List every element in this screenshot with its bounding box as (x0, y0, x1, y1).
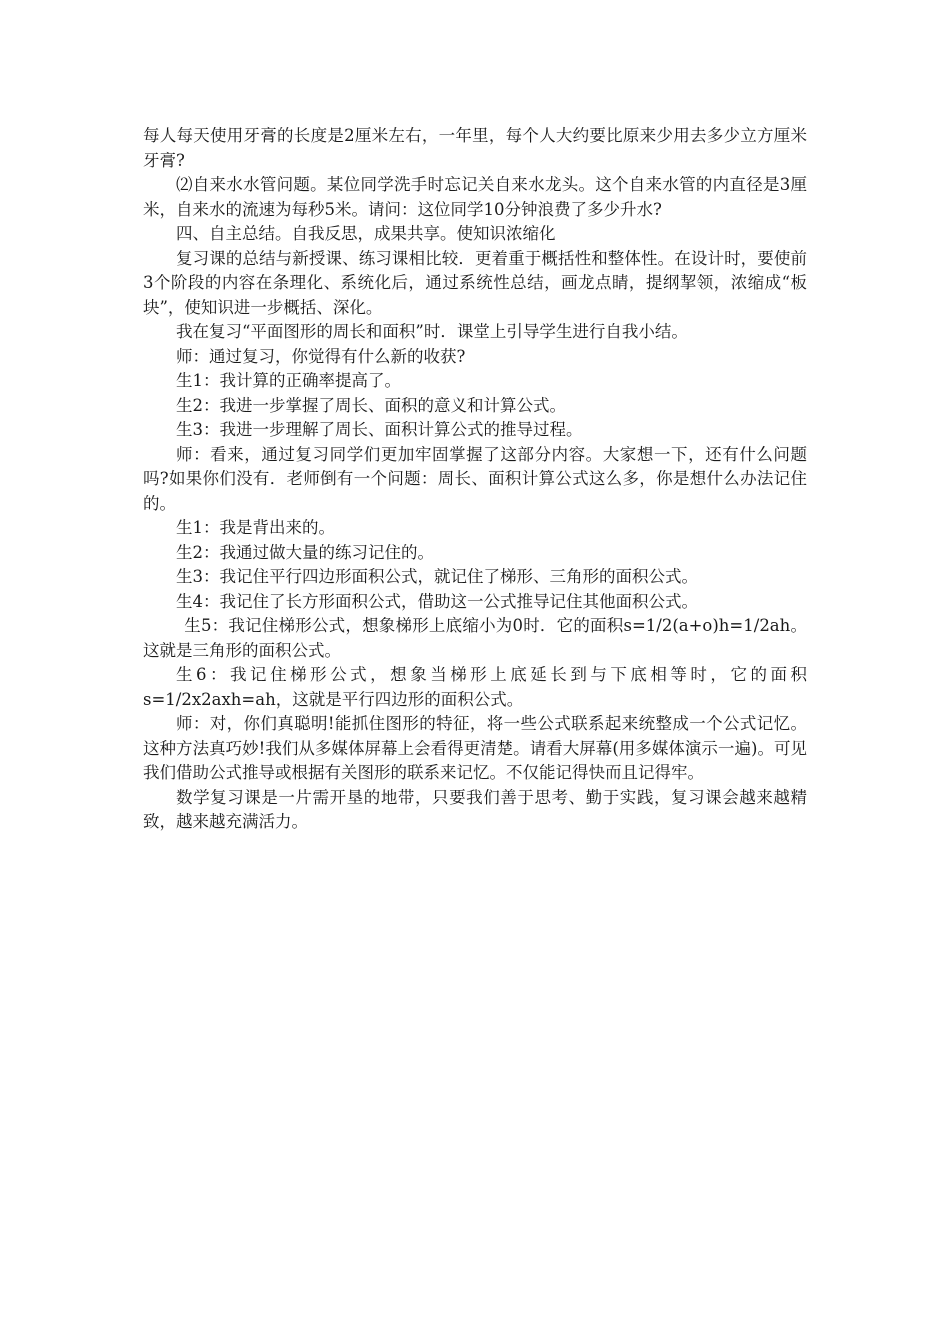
dialogue-student-line: 生5：我记住梯形公式，想象梯形上底缩小为0时．它的面积s=1/2(a+o)h=1/2ah。这就是三角形的面积公式。 (143, 616, 807, 660)
paragraph-conclusion: 数学复习课是一片需开垦的地带，只要我们善于思考、勤于实践，复习课会越来越精致，越来越充满活力。 (143, 787, 807, 831)
dialogue-student-line: 生4：我记住了长方形面积公式，借助这一公式推导记住其他面积公式。 (176, 591, 698, 611)
dialogue-teacher-line: 师：对，你们真聪明!能抓住图形的特征，将一些公式联系起来统整成一个公式记忆。这种方法真巧妙!我们从多媒体屏幕上会看得更清楚。请看大屏幕(用多媒体演示一遍)。可见我们借助公式推导或根据有关图形的联系来记忆。不仅能记得快而且记得牢。 (143, 714, 807, 782)
dialogue-teacher-line: 师：看来，通过复习同学们更加牢固掌握了这部分内容。大家想一下，还有什么问题吗?如果你们没有．老师倒有一个问题：周长、面积计算公式这么多，你是想什么办法记住的。 (143, 444, 807, 513)
section-heading-summary: 四、自主总结。自我反思，成果共享。使知识浓缩化 (176, 224, 556, 243)
dialogue-student-line: 生1：我是背出来的。 (176, 518, 335, 537)
paragraph-review-summary: 复习课的总结与新授课、练习课相比较．更着重于概括性和整体性。在设计时，要使前3个阶段的内容在条理化、系统化后，通过系统性总结，画龙点睛，提纲挈领，浓缩成“板块”，使知识进一步概括、深化。 (143, 248, 807, 317)
paragraph-toothpaste-question: 每人每天使用牙膏的长度是2厘米左右，一年里，每个人大约要比原来少用去多少立方厘米牙膏? (143, 126, 807, 170)
dialogue-teacher-line: 师：通过复习，你觉得有什么新的收获? (176, 346, 466, 366)
dialogue-student-line: 生3：我进一步理解了周长、面积计算公式的推导过程。 (176, 420, 583, 439)
dialogue-student-line: 生2：我通过做大量的练习记住的。 (176, 542, 434, 562)
paragraph-review-intro: 我在复习“平面图形的周长和面积”时．课堂上引导学生进行自我小结。 (176, 322, 688, 341)
dialogue-student-line: 生3：我记住平行四边形面积公式，就记住了梯形、三角形的面积公式。 (176, 567, 698, 586)
dialogue-student-line: 生1：我计算的正确率提高了。 (176, 371, 401, 390)
document-body (143, 124, 807, 835)
dialogue-student-line: 生2：我进一步掌握了周长、面积的意义和计算公式。 (176, 395, 566, 415)
paragraph-water-pipe-problem: ⑵自来水水管问题。某位同学洗手时忘记关自来水龙头。这个自来水管的内直径是3厘米，自来水的流速为每秒5米。请问：这位同学10分钟浪费了多少升水? (143, 175, 807, 219)
dialogue-student-line: 生6：我记住梯形公式，想象当梯形上底延长到与下底相等时，它的面积s=1/2x2axh=ah，这就是平行四边形的面积公式。 (143, 665, 807, 709)
